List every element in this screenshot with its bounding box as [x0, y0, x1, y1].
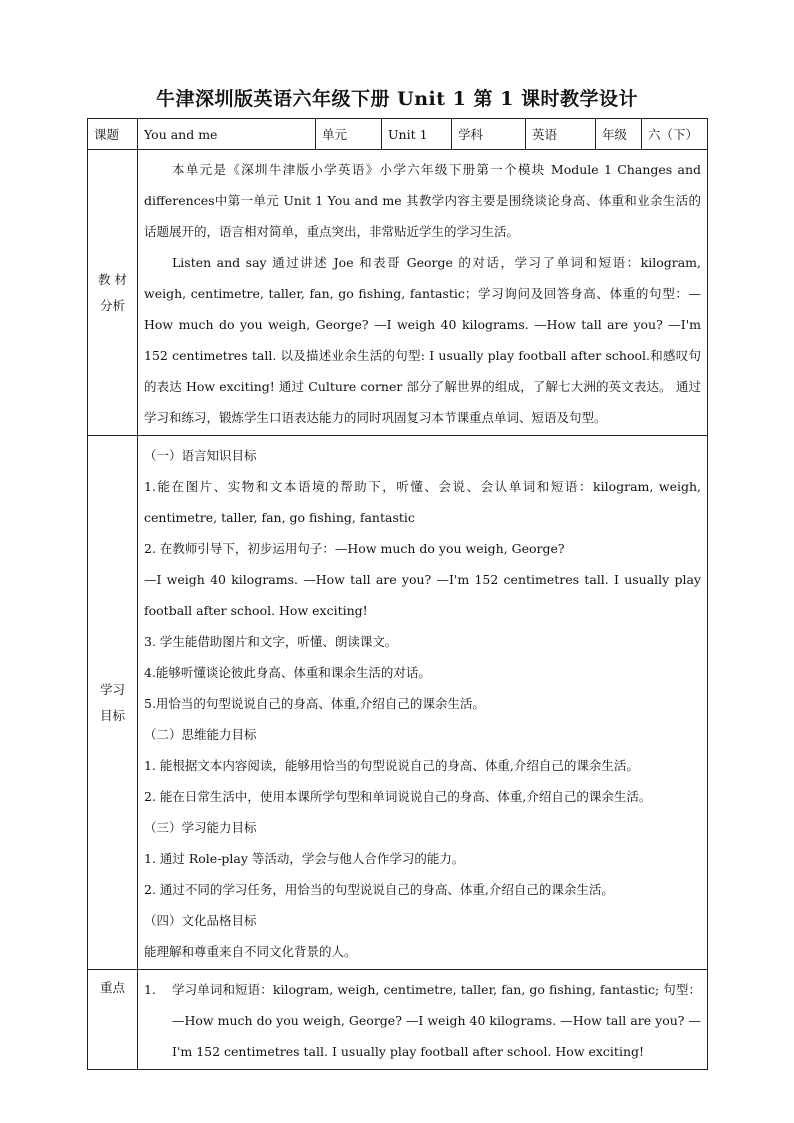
objectives-label	[88, 436, 138, 970]
objective-line: 1.能在图片、实物和文本语境的帮助下，听懂、会说、会认单词和短语：kilogram, weigh, centimetre, taller, fan, go fishing, fantastic	[144, 479, 701, 525]
analysis-label	[88, 150, 138, 436]
objective-line: —I weigh 40 kilograms. —How tall are you? —I'm 152 centimetres tall. I usually play football after school. How exciting!	[144, 572, 701, 618]
unit-value: Unit 1	[382, 119, 452, 150]
analysis-row	[88, 150, 708, 436]
analysis-paragraph: Listen and say 通过讲述 Joe 和表哥 George 的对话，学习了单词和短语：kilogram, weigh, centimetre, taller, fan, go fishing, fantastic；学习询问及回答身高、体重的句型：—How much do you weigh, George? —I weigh 40 kilograms. —How tall are you? —I'm 152 centimetres tall. 以及描述业余生活的句型: I usually play football after school.和感叹句的表达 How exciting! 通过 Culture corner 部分了解世界的组成，了解七大洲的英文表达。 通过学习和练习，锻炼学生口语表达能力的同时巩固复习本节课重点单词、短语及句型。	[144, 255, 701, 425]
grade-label: 年级	[596, 119, 642, 150]
key-point-text: 学习单词和短语：kilogram, weigh, centimetre, taller, fan, go fishing, fantastic; 句型：—How much do you weigh, George? —I weigh 40 kilograms. —How tall are you? —I'm 152 centimetres tall. I usually play football after school. How exciting!	[172, 982, 701, 1059]
objective-line: 1. 能根据文本内容阅读，能够用恰当的句型说说自己的身高、体重,介绍自己的课余生活。	[144, 758, 639, 773]
objective-line: （一）语言知识目标	[144, 448, 257, 463]
objective-line: 3. 学生能借助图片和文字，听懂、朗读课文。	[144, 634, 398, 649]
page-title: 牛津深圳版英语六年级下册 Unit 1 第 1 课时教学设计	[156, 88, 638, 110]
analysis-content	[138, 150, 708, 436]
lesson-plan-table	[87, 118, 708, 1070]
key-points-content	[138, 970, 708, 1070]
key-point-number: 1.	[144, 982, 156, 997]
objective-line: 2. 通过不同的学习任务，用恰当的句型说说自己的身高、体重,介绍自己的课余生活。	[144, 882, 614, 897]
analysis-label-line1: 教 材	[98, 271, 127, 287]
objectives-label-line1: 学习	[99, 681, 125, 697]
objective-line: 5.用恰当的句型说说自己的身高、体重,介绍自己的课余生活。	[144, 696, 485, 711]
objective-line: （四）文化品格目标	[144, 913, 257, 928]
objective-line: （二）思维能力目标	[144, 727, 257, 742]
objective-line: （三）学习能力目标	[144, 820, 257, 835]
objectives-content	[138, 436, 708, 970]
lesson-value: You and me	[138, 119, 316, 150]
key-point-item	[144, 974, 701, 1067]
analysis-label-line2: 分析	[99, 297, 125, 313]
objectives-label-line2: 目标	[99, 707, 125, 723]
subject-label: 学科	[452, 119, 526, 150]
key-points-row	[88, 970, 708, 1070]
subject-value: 英语	[526, 119, 596, 150]
objective-line: 2. 能在日常生活中，使用本课所学句型和单词说说自己的身高、体重,介绍自己的课余生活。	[144, 789, 652, 804]
key-points-label: 重点	[88, 970, 138, 1070]
analysis-paragraph: 本单元是《深圳牛津版小学英语》小学六年级下册第一个模块 Module 1 Changes and differences中第一单元 Unit 1 You and me 其教学内容主要是围绕谈论身高、体重和业余生活的话题展开的，语言相对简单，重点突出，非常贴近学生的学习生活。	[144, 162, 701, 239]
objective-line: 2. 在教师引导下，初步运用句子：—How much do you weigh, George?	[144, 541, 565, 556]
lesson-label: 课题	[88, 119, 138, 150]
unit-label: 单元	[316, 119, 382, 150]
header-row	[88, 119, 708, 150]
objective-line: 1. 通过 Role-play 等活动，学会与他人合作学习的能力。	[144, 851, 465, 866]
objective-line: 4.能够听懂谈论彼此身高、体重和课余生活的对话。	[144, 665, 431, 680]
grade-value: 六（下）	[642, 119, 708, 150]
objectives-row	[88, 436, 708, 970]
objective-line: 能理解和尊重来自不同文化背景的人。	[144, 944, 357, 959]
